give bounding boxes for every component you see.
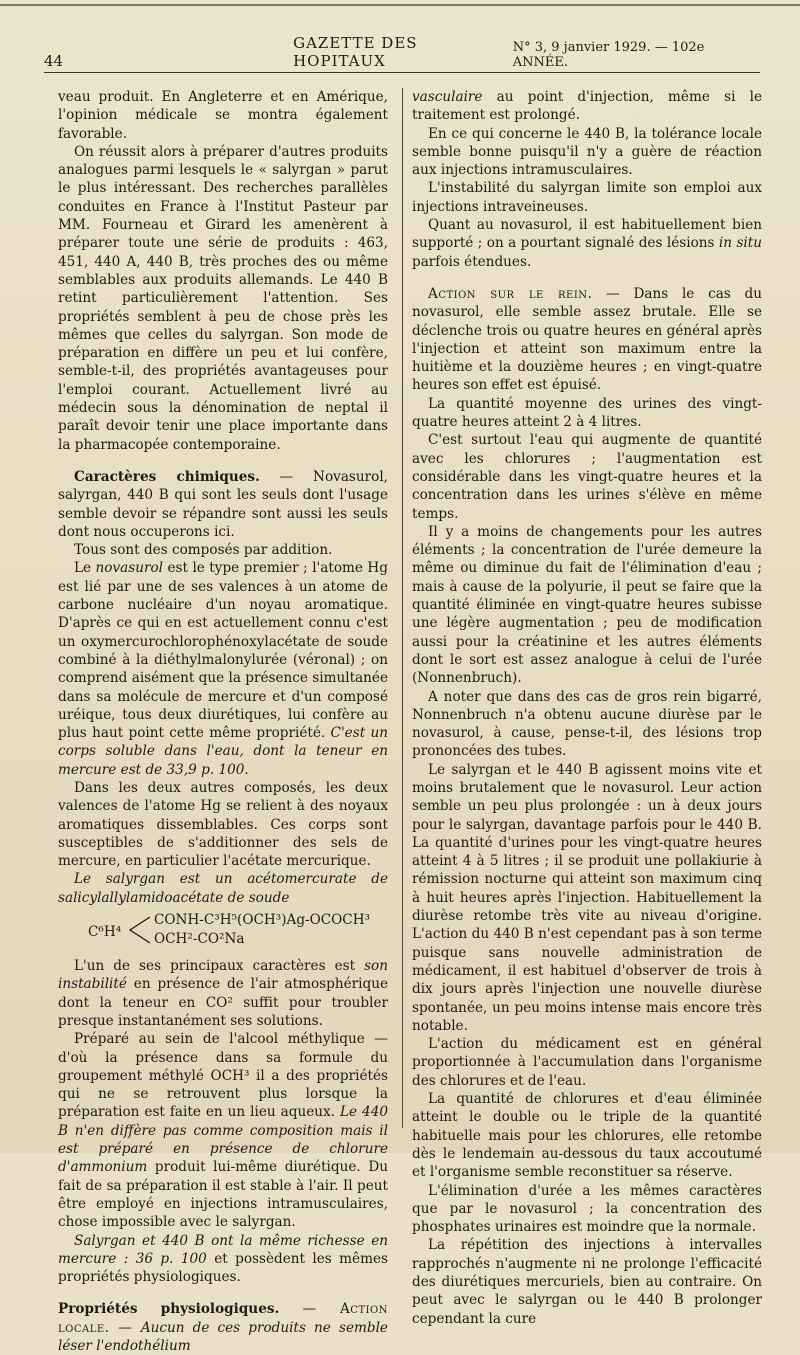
paragraph: C'est surtout l'eau qui augmente de quantité avec les chlorures ; l'augmentation est considérable dans les vingt-quatre heures et la concentration dans les urines s'élève en même temps. xyxy=(412,432,762,522)
paragraph: La quantité moyenne des urines des vingt-quatre heures atteint 2 à 4 litres. xyxy=(412,395,762,431)
paragraph: Préparé au sein de l'alcool méthylique — d'où la présence dans sa formule du groupement méthylé OCH³ il a des propriétés qui ne se retrouvent plus lorsque la préparation est faite en un lieu aqueux. Le 440 B n'en diffère pas comme composition mais il est préparé en présence de chlorure d'ammonium produit lui-même diurétique. Du fait de sa préparation il est stable à l'air. Il peut être employé en injections intramusculaires, chose impossible avec le salyrgan. xyxy=(58,1031,388,1231)
chemical-formula xyxy=(58,911,388,951)
header-rule xyxy=(44,72,760,73)
section-kidney: Action sur le rein. — Dans le cas du novasurol, elle semble assez brutale. Elle se déclenche trois ou quatre heures en général après l'injection et atteint son maximum entre la huitième et la douzième heures ; en vingt-quatre heures son effet est épuisé. xyxy=(412,285,762,394)
paragraph: Dans les deux autres composés, les deux valences de l'atome Hg se relient à des noyaux aromatiques dissemblables. Ces corps sont susceptibles de s'additionner des sels de mercure, en particulier l'acétate mercurique. xyxy=(58,779,388,870)
formula-line-2: OCH²-CO²Na xyxy=(154,931,245,948)
section-heading: Action sur le rein. xyxy=(428,285,593,302)
section-chemical: Caractères chimiques. — Novasurol, salyrgan, 440 B qui sont les seuls dont l'usage semble devoir se répandre sont aussi les seuls dont nous occuperons ici. xyxy=(58,468,389,540)
paragraph: On réussit alors à préparer d'autres produits analogues parmi lesquels le « salyrgan » parut le plus intéressant. Des recherches parallèles conduites en France à l'Institut Pasteur par MM. Fourneau et Girard les amenèrent à préparer toute une série de produits : 463, 451, 440 A, 440 B, très proches des ou même semblables aux produits allemands. Le 440 B retint particulièrement l'attention. Ses propriétés semblent à peu de chose près les mêmes que celles du salyrgan. Son mode de préparation en diffère un peu et lui confère, semble-t-il, des propriétés avantageuses pour l'emploi courant. Actuellement livré au médecin sous la dénomination de neptal il paraît devoir tenir une place importante dans la pharmacopée contemporaine. xyxy=(58,143,388,453)
section-heading: Propriétés physiologiques. xyxy=(58,1301,280,1318)
section-heading: Caractères chimiques. xyxy=(74,468,260,485)
paragraph: Tous sont des composés par addition. xyxy=(74,542,333,559)
paragraph: L'instabilité du salyrgan limite son emploi aux injections intraveineuses. xyxy=(412,180,762,215)
paragraph: La quantité de chlorures et d'eau éliminée atteint le double ou le triple de la quantité habituelle mais pour les chlorures, elle retombe dès le lendemain au-dessous du taux accoutumé et l'organisme semble reconstituer sa réserve. xyxy=(412,1091,762,1181)
top-border xyxy=(0,4,800,6)
journal-title: GAZETTE DES HOPITAUX xyxy=(293,34,418,70)
paragraph: L'élimination d'urée a les mêmes caractères que par le novasurol ; la concentration des phosphates urinaires est moindre que la normale. xyxy=(412,1182,762,1236)
paragraph: Le novasurol est le type premier ; l'atome Hg est lié par une de ses valences à un atome de carbone nucléaire d'un noyau aromatique. D'après ce qui en est actuellement connu c'est un oxymercurochlorophénoxylacétate de soude combiné à la diéthylmalonylurée (véronal) ; on comprend aisément que la présence simultanée dans sa molécule de mercure et d'un composé uréique, tous deux diurétiques, lui confère au plus haut point cette même propriété. C'est un corps soluble dans l'eau, dont la teneur en mercure est de 33,9 p. 100. xyxy=(58,560,388,778)
page-number: 44 xyxy=(44,52,64,70)
paragraph: L'action du médicament est en général proportionnée à l'accumulation dans l'organisme des chlorures et de l'eau. xyxy=(412,1036,762,1089)
paragraph: Le salyrgan est un acétomercurate de salicylallylamidoacétate de soude xyxy=(58,871,388,906)
paragraph: L'un de ses principaux caractères est son instabilité en présence de l'air atmosphérique dont la teneur en CO² suffit pour troubler presque instantanément ses solutions. xyxy=(58,958,388,1029)
paragraph: La répétition des injections à intervalles rapprochés n'augmente ni ne prolonge l'efficacité des diurétiques mercuriels, bien au contraire. On peut avec le salyrgan ou le 440 B prolonger cependant la cure xyxy=(412,1237,762,1327)
formula-bracket-icon xyxy=(128,913,150,947)
formula-base: C⁶H⁴ xyxy=(88,924,122,941)
issue-info: N° 3, 9 janvier 1929. — 102e ANNÉE. xyxy=(512,40,705,70)
paragraph: En ce qui concerne le 440 B, la tolérance locale semble bonne puisqu'il n'y a guère de réaction aux injections intramusculaires. xyxy=(412,125,762,179)
left-column xyxy=(58,88,388,1355)
paragraph: Quant au novasurol, il est habituellement bien supporté ; on a pourtant signalé des lésions in situ parfois étendues. xyxy=(412,217,762,270)
section-physiological: Propriétés physiologiques. — Action locale. — Aucun de ces produits ne semble léser l'endothélium xyxy=(58,1301,388,1354)
paragraph: Salyrgan et 440 B ont la même richesse en mercure : 36 p. 100 et possèdent les mêmes propriétés physiologiques. xyxy=(58,1232,388,1286)
paragraph: Il y a moins de changements pour les autres éléments ; la concentration de l'urée demeure la même ou diminue du fait de l'élimination d'eau ; mais à cause de la polyurie, il peut se faire que la quantité éliminée en vingt-quatre heures subisse une légère augmentation ; peu de modification aussi pour la créatinine et les autres éléments dont le sort est assez analogue à celui de l'urée (Nonnenbruch). xyxy=(412,523,762,687)
paragraph: Le salyrgan et le 440 B agissent moins vite et moins brutalement que le novasurol. Leur action semble un peu plus prolongée : un à deux jours pour le salyrgan, davantage parfois pour le 440 B. La quantité d'urines pour les vingt-quatre heures atteint 4 à 5 litres ; il se produit une pollakiurie à rémission nocturne qui atteint son maximum cinq à huit heures après l'injection. Habituellement la diurèse retombe très vite au niveau d'origine. L'action du 440 B n'est cependant pas à son terme puisque sans nouvelle administration de médicament, il est habituel d'observer de trois à dix jours après l'injection une nouvelle diurèse spontanée, un peu moins intense mais encore très notable. xyxy=(412,761,762,1034)
right-column xyxy=(412,88,762,1328)
column-divider xyxy=(402,88,403,1128)
paragraph: A noter que dans des cas de gros rein bigarré, Nonnenbruch n'a obtenu aucune diurèse par le novasurol, à cause, pense-t-il, des lésions trop prononcées des tubes. xyxy=(412,688,762,760)
formula-line-1: CONH-C³H⁵(OCH³)Ag-OCOCH³ xyxy=(154,912,371,929)
paragraph: vasculaire au point d'injection, même si le traitement est prolongé. xyxy=(412,89,762,124)
page-header xyxy=(44,34,760,70)
paragraph: veau produit. En Angleterre et en Amérique, l'opinion médicale se montra également favorable. xyxy=(58,89,388,142)
